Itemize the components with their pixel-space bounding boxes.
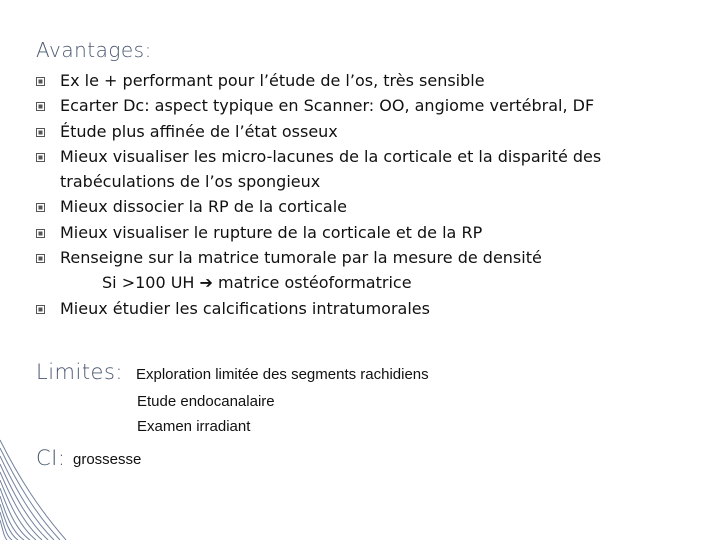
square-bullet-icon bbox=[36, 68, 60, 86]
square-bullet-icon bbox=[36, 245, 60, 263]
avantages-heading: Avantages: bbox=[36, 38, 152, 62]
limites-heading: Limites: bbox=[36, 360, 123, 384]
avantages-list bbox=[36, 68, 706, 321]
list-item bbox=[36, 194, 706, 219]
list-item-text: Mieux dissocier la RP de la corticale bbox=[60, 197, 347, 217]
list-item bbox=[36, 144, 706, 195]
ci-text: grossesse bbox=[73, 451, 142, 468]
list-item-text: Ex le + performant pour l’étude de l’os, très sensible bbox=[60, 71, 485, 90]
ci-heading: CI: bbox=[36, 446, 66, 470]
limites-line: Etude endocanalaire bbox=[137, 393, 275, 410]
list-item-text bbox=[60, 245, 706, 296]
list-item-text: Ecarter Dc: aspect typique en Scanner: OO, angiome vertébral, DF bbox=[60, 96, 595, 116]
list-item-main-text: Renseigne sur la matrice tumorale par la mesure de densité bbox=[60, 248, 542, 268]
square-bullet-icon bbox=[36, 119, 60, 137]
square-bullet-icon bbox=[36, 144, 60, 162]
list-item bbox=[36, 68, 706, 93]
square-bullet-icon bbox=[36, 296, 60, 314]
square-bullet-icon bbox=[36, 194, 60, 212]
list-item-text: Mieux visualiser le rupture de la corticale et de la RP bbox=[60, 222, 483, 242]
limites-line: Examen irradiant bbox=[137, 418, 251, 435]
list-item bbox=[36, 296, 706, 321]
list-item bbox=[36, 119, 706, 144]
list-item-text: Mieux étudier les calcifications intratumorales bbox=[60, 298, 430, 318]
list-item bbox=[36, 93, 706, 118]
list-item-text: Étude plus affinée de l’état osseux bbox=[60, 121, 338, 141]
list-item-sub-text: Si >100 UH ➔ matrice ostéoformatrice bbox=[102, 273, 412, 293]
list-item-text: Mieux visualiser les micro-lacunes de la corticale et la disparité des trabéculations de l’os spongieux bbox=[60, 146, 602, 192]
square-bullet-icon bbox=[36, 220, 60, 238]
list-item bbox=[36, 220, 706, 245]
square-bullet-icon bbox=[36, 93, 60, 111]
limites-line: Exploration limitée des segments rachidiens bbox=[136, 366, 429, 383]
list-item bbox=[36, 245, 706, 296]
